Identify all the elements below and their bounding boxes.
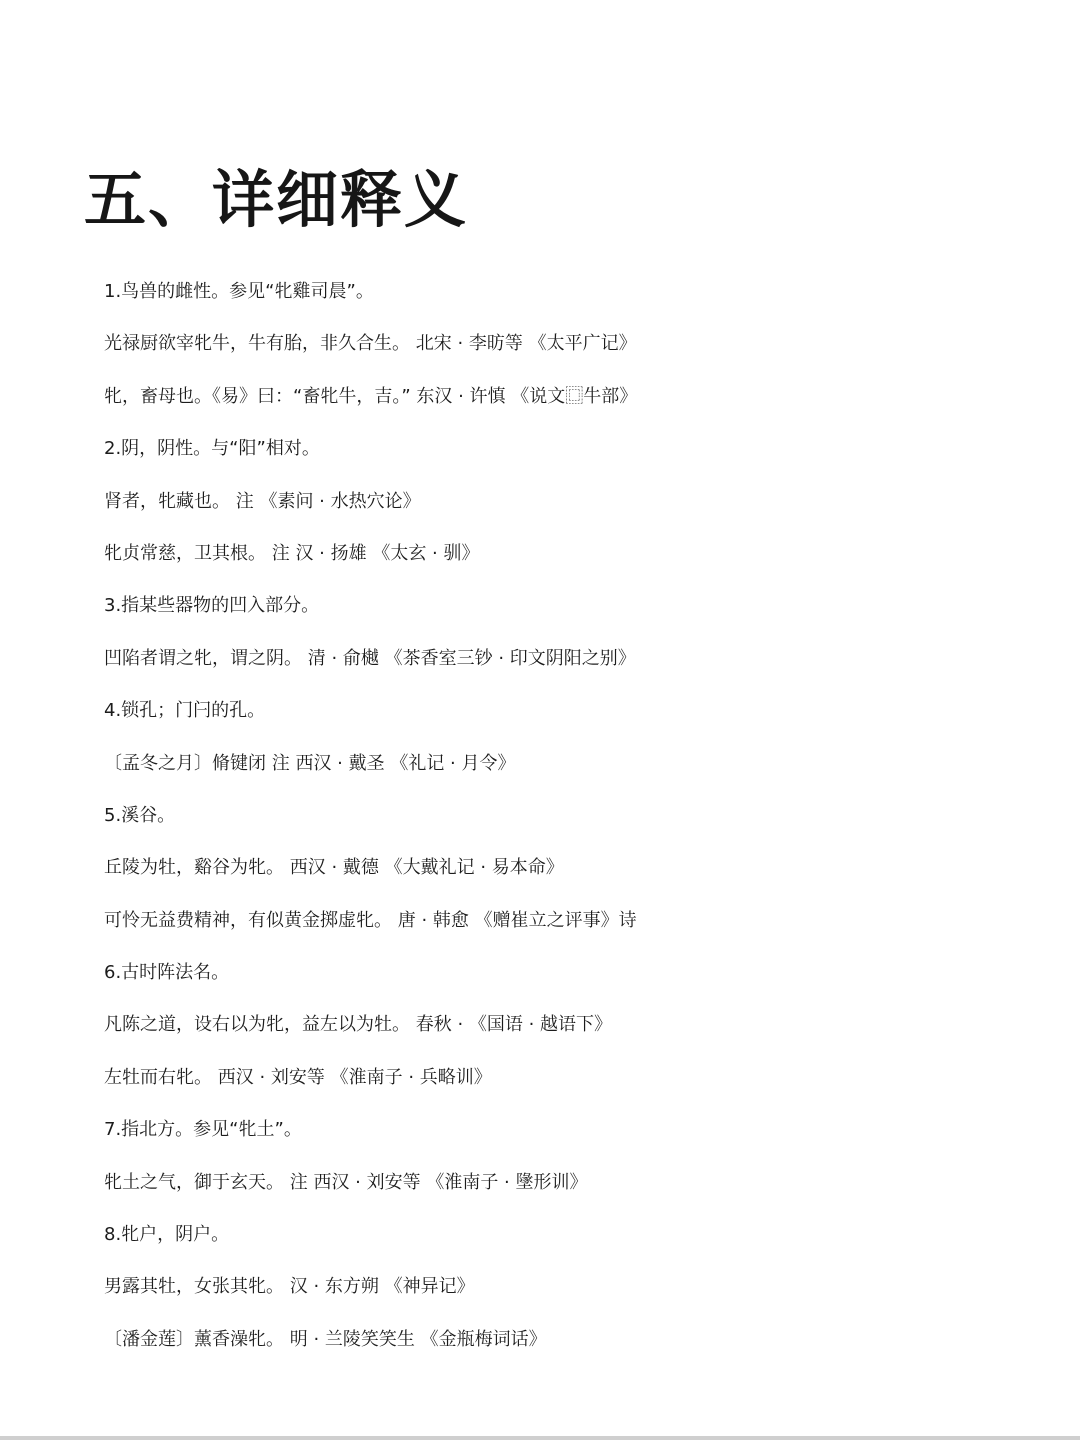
citation-line: 〔潘金莲〕薰香澡牝。 明 · 兰陵笑笑生 《金瓶梅词话》: [104, 1328, 547, 1350]
citation-line: 〔孟冬之月〕脩键闭 注 西汉 · 戴圣 《礼记 · 月令》: [104, 752, 516, 774]
sense-heading: 4.锁孔；门闩的孔。: [104, 700, 266, 722]
citation-line: 肾者，牝藏也。 注 《素问 · 水热穴论》: [104, 490, 421, 512]
citation-line: 牝土之气，御于玄天。 注 西汉 · 刘安等 《淮南子 · 墬形训》: [104, 1171, 588, 1193]
sense-heading: 3.指某些器物的凹入部分。: [104, 595, 320, 617]
citation-line: 可怜无益费精神，有似黄金掷虚牝。 唐 · 韩愈 《赠崔立之评事》诗: [104, 909, 637, 931]
bottom-divider: [0, 1436, 1080, 1440]
definition-list: [104, 266, 1074, 1366]
sense-heading: 1.鸟兽的雌性。参见“牝雞司晨”。: [104, 281, 374, 302]
citation-line: 牝，畜母也。《易》曰：“畜牝牛，吉。” 东汉 · 许慎 《说文⿴牛部》: [104, 385, 638, 407]
citation-line: 男露其牡，女张其牝。 汉 · 东方朔 《神异记》: [104, 1276, 475, 1298]
sense-heading: 2.阴，阴性。与“阳”相对。: [104, 438, 320, 460]
sense-heading: 8.牝户，阴户。: [104, 1224, 230, 1246]
sense-heading: 6.古时阵法名。: [104, 962, 230, 984]
citation-line: 丘陵为牡，谿谷为牝。 西汉 · 戴德 《大戴礼记 · 易本命》: [104, 857, 564, 879]
citation-line: 凹陷者谓之牝，谓之阴。 清 · 俞樾 《茶香室三钞 · 印文阴阳之别》: [104, 647, 636, 669]
citation-line: 左牡而右牝。 西汉 · 刘安等 《淮南子 · 兵略训》: [104, 1066, 492, 1088]
citation-line: 凡陈之道，设右以为牝，益左以为牡。 春秋 · 《国语 · 越语下》: [104, 1014, 613, 1036]
sense-heading: 5.溪谷。: [104, 804, 176, 826]
sense-heading: 7.指北方。参见“牝土”。: [104, 1119, 302, 1141]
page-title: 五、详细释义: [84, 163, 469, 236]
citation-line: 牝贞常慈，卫其根。 注 汉 · 扬雄 《太玄 · 驯》: [104, 542, 480, 564]
citation-line: 光禄厨欲宰牝牛，牛有胎，非久合生。 北宋 · 李昉等 《太平广记》: [104, 333, 637, 355]
